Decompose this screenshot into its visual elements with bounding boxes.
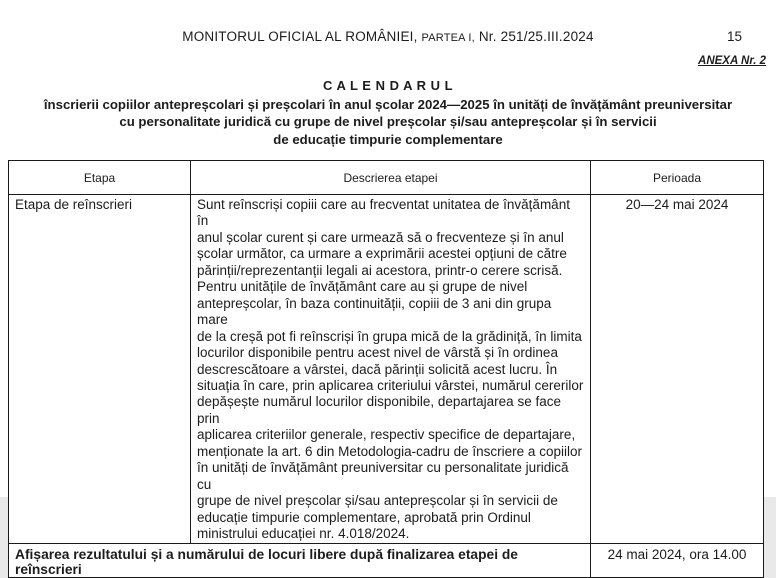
col-header-perioada: Perioada xyxy=(591,161,764,195)
calendar-subtitle: înscrierii copiilor antepreșcolari și preșcolari în anul școlar 2024—2025 în unități de învățământ preuniversitar cu personalitate juridică cu grupe de nivel preșcolar și/sau antepreșcolar și în servicii de educație timpurie complementare xyxy=(43,97,733,147)
calendar-table xyxy=(8,160,764,578)
masthead xyxy=(0,29,776,44)
col-header-etapa: Etapa xyxy=(9,161,191,195)
period-cell: 20—24 mai 2024 xyxy=(591,195,764,544)
description-cell: Sunt reînscriși copiii care au frecventat unitatea de învățământ în anul școlar curent și care urmează să o frecventeze și în anul școlar următor, ca urmare a exprimării acestei opțiuni de către părinții/reprezentanții legali ai acestora, printr-o cerere scrisă. Pentru unitățile de învățământ care au și grupe de nivel antepreșcolar, în baza continuității, copiii de 3 ani din grupa mare de la creșă pot fi reînscriși în grupa mică de la grădiniță, în limita locurilor disponibile pentru acest nivel de vârstă și în ordinea descrescătoare a vârstei, dacă părinții solicită acest lucru. În situația în care, prin aplicarea criteriului vârstei, numărul cererilor depășește numărul locurilor disponibile, departajarea se face prin aplicarea criteriilor generale, respectiv specifice de departajare, menționate la art. 6 din Metodologia-cadru de înscriere a copiilor în unități de învățământ preuniversitar cu personalitate juridică cu grupe de nivel preșcolar și/sau antepreșcolar și în servicii de educație timpurie complementare, aprobată prin Ordinul ministrului educației nr. 4.018/2024. xyxy=(191,195,591,544)
document-title xyxy=(0,78,776,148)
period-cell: 24 mai 2024, ora 14.00 xyxy=(591,543,764,577)
col-header-descriere: Descrierea etapei xyxy=(191,161,591,195)
calendar-heading: C A L E N D A R U L xyxy=(322,78,454,93)
page-number: 15 xyxy=(726,29,742,44)
table-row xyxy=(9,543,764,577)
table-header-row xyxy=(9,161,764,195)
annex-label: ANEXA Nr. 2 xyxy=(698,55,766,67)
stage-cell: Etapa de reînscrieri xyxy=(9,195,191,544)
masthead-issue: Nr. 251/25.III.2024 xyxy=(478,29,594,44)
result-announcement-cell: Afișarea rezultatului și a numărului de locuri libere după finalizarea etapei de reînscrieri xyxy=(9,543,591,577)
table-row xyxy=(9,195,764,544)
masthead-part: PARTEA I, xyxy=(421,32,475,44)
masthead-title: MONITORUL OFICIAL AL ROMÂNIEI, xyxy=(182,29,418,44)
